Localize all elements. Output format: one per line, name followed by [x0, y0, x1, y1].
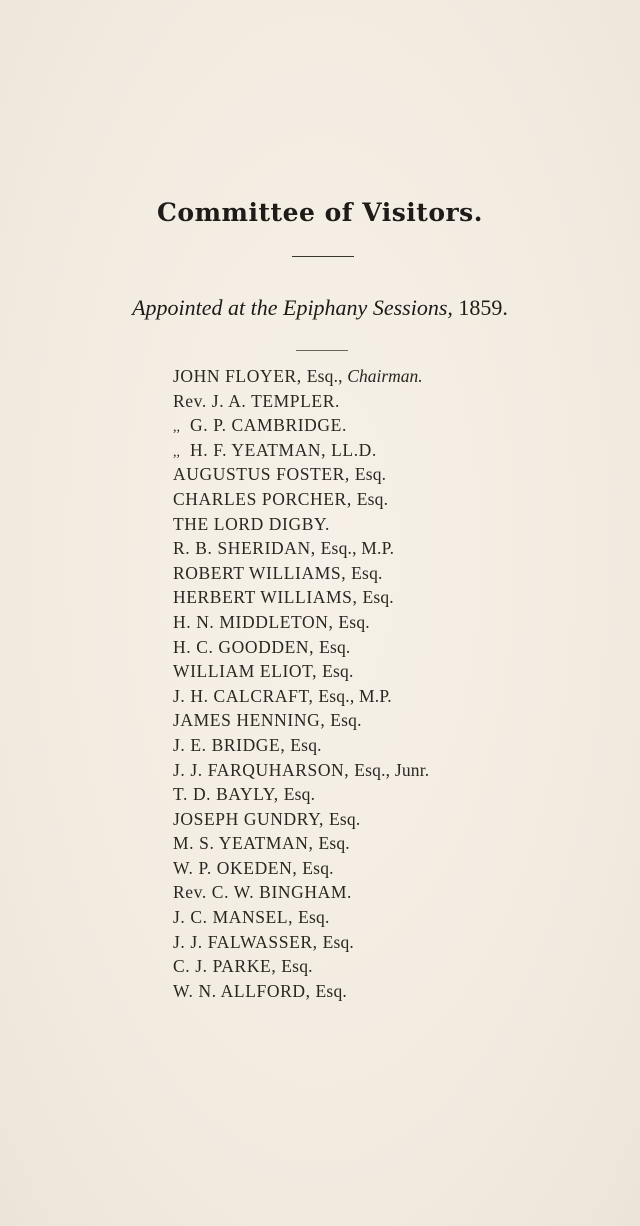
title-rule — [292, 256, 354, 257]
member-suffix: Esq. — [362, 587, 394, 608]
subtitle — [0, 295, 640, 321]
subtitle-rule — [296, 350, 348, 351]
list-item — [173, 462, 633, 487]
member-suffix: Esq. — [329, 808, 361, 829]
list-item — [173, 684, 633, 709]
member-list — [173, 364, 633, 1003]
list-item — [173, 954, 633, 979]
list-item — [173, 561, 633, 586]
member-name: J. H. CALCRAFT, — [173, 685, 319, 706]
member-name: JOHN FLOYER, — [173, 366, 307, 386]
list-item — [173, 389, 633, 414]
member-suffix: Esq. — [354, 464, 387, 485]
member-suffix: Esq. — [338, 611, 370, 632]
member-suffix: Esq. — [283, 784, 316, 805]
member-suffix: Esq. — [298, 907, 330, 928]
member-suffix: Esq. — [351, 562, 383, 583]
page-title: Committee of Visitors. — [157, 198, 483, 227]
member-suffix: Esq. — [319, 636, 351, 657]
list-item — [173, 831, 633, 856]
member-name: Rev. C. W. BINGHAM. — [173, 882, 352, 903]
list-item — [173, 807, 633, 832]
member-suffix: Esq., Junr. — [354, 759, 430, 780]
list-item — [173, 856, 633, 881]
list-item — [173, 708, 633, 733]
list-item — [173, 438, 633, 463]
member-name: J. E. BRIDGE, — [173, 734, 291, 755]
member-name: H. C. GOODDEN, — [173, 636, 320, 657]
member-suffix: Esq. — [318, 833, 350, 854]
list-item — [173, 487, 633, 512]
member-name: G. P. CAMBRIDGE. — [190, 415, 347, 436]
member-suffix: Esq. — [356, 488, 389, 509]
list-item — [173, 979, 633, 1004]
list-item — [173, 635, 633, 660]
list-item — [173, 413, 633, 438]
member-name: W. P. OKEDEN, — [173, 857, 303, 878]
member-suffix: Esq. — [322, 931, 355, 952]
member-suffix: Esq., M.P. — [320, 538, 395, 559]
list-item — [173, 364, 633, 389]
member-role: Chairman. — [347, 366, 423, 386]
list-item — [173, 536, 633, 561]
list-item — [173, 782, 633, 807]
member-name: CHARLES PORCHER, — [173, 488, 357, 509]
member-suffix: Esq. — [281, 956, 313, 977]
member-name: H. N. MIDDLETON, — [173, 611, 339, 632]
list-item — [173, 758, 633, 783]
member-name: JOSEPH GUNDRY, — [173, 808, 330, 829]
member-name: THE LORD DIGBY. — [173, 513, 330, 534]
member-name: J. J. FARQUHARSON, — [173, 759, 355, 780]
ditto-mark: ,, — [173, 420, 180, 436]
member-suffix: Esq. — [290, 734, 322, 755]
member-suffix: Esq. — [322, 661, 354, 682]
member-name: HERBERT WILLIAMS, — [173, 587, 363, 608]
list-item — [173, 905, 633, 930]
ditto-mark: ,, — [173, 444, 180, 460]
subtitle-year: 1859. — [458, 295, 508, 320]
member-name: Rev. J. A. TEMPLER. — [173, 390, 340, 411]
list-item — [173, 585, 633, 610]
member-name: ROBERT WILLIAMS, — [173, 562, 352, 583]
member-suffix: Esq., M.P. — [318, 685, 392, 706]
list-item — [173, 930, 633, 955]
list-item — [173, 733, 633, 758]
member-suffix: Esq. — [315, 980, 347, 1001]
member-name: T. D. BAYLY, — [173, 784, 284, 805]
member-name: J. C. MANSEL, — [173, 907, 299, 928]
member-name: C. J. PARKE, — [173, 956, 282, 977]
list-item — [173, 610, 633, 635]
member-name: WILLIAM ELIOT, — [173, 661, 323, 682]
member-name: W. N. ALLFORD, — [173, 980, 316, 1001]
list-item — [173, 659, 633, 684]
member-suffix: Esq. — [330, 710, 362, 731]
member-name: R. B. SHERIDAN, — [173, 538, 321, 559]
member-name: AUGUSTUS FOSTER, — [173, 464, 355, 485]
member-name: H. F. YEATMAN, LL.D. — [190, 439, 377, 460]
member-name: M. S. YEATMAN, — [173, 833, 319, 854]
list-item — [173, 512, 633, 537]
subtitle-text: Appointed at the Epiphany Sessions, — [132, 295, 453, 320]
member-name: J. J. FALWASSER, — [173, 931, 323, 952]
member-name: JAMES HENNING, — [173, 710, 331, 731]
member-suffix: Esq. — [302, 857, 334, 878]
list-item — [173, 880, 633, 905]
member-suffix: Esq., — [306, 366, 348, 386]
